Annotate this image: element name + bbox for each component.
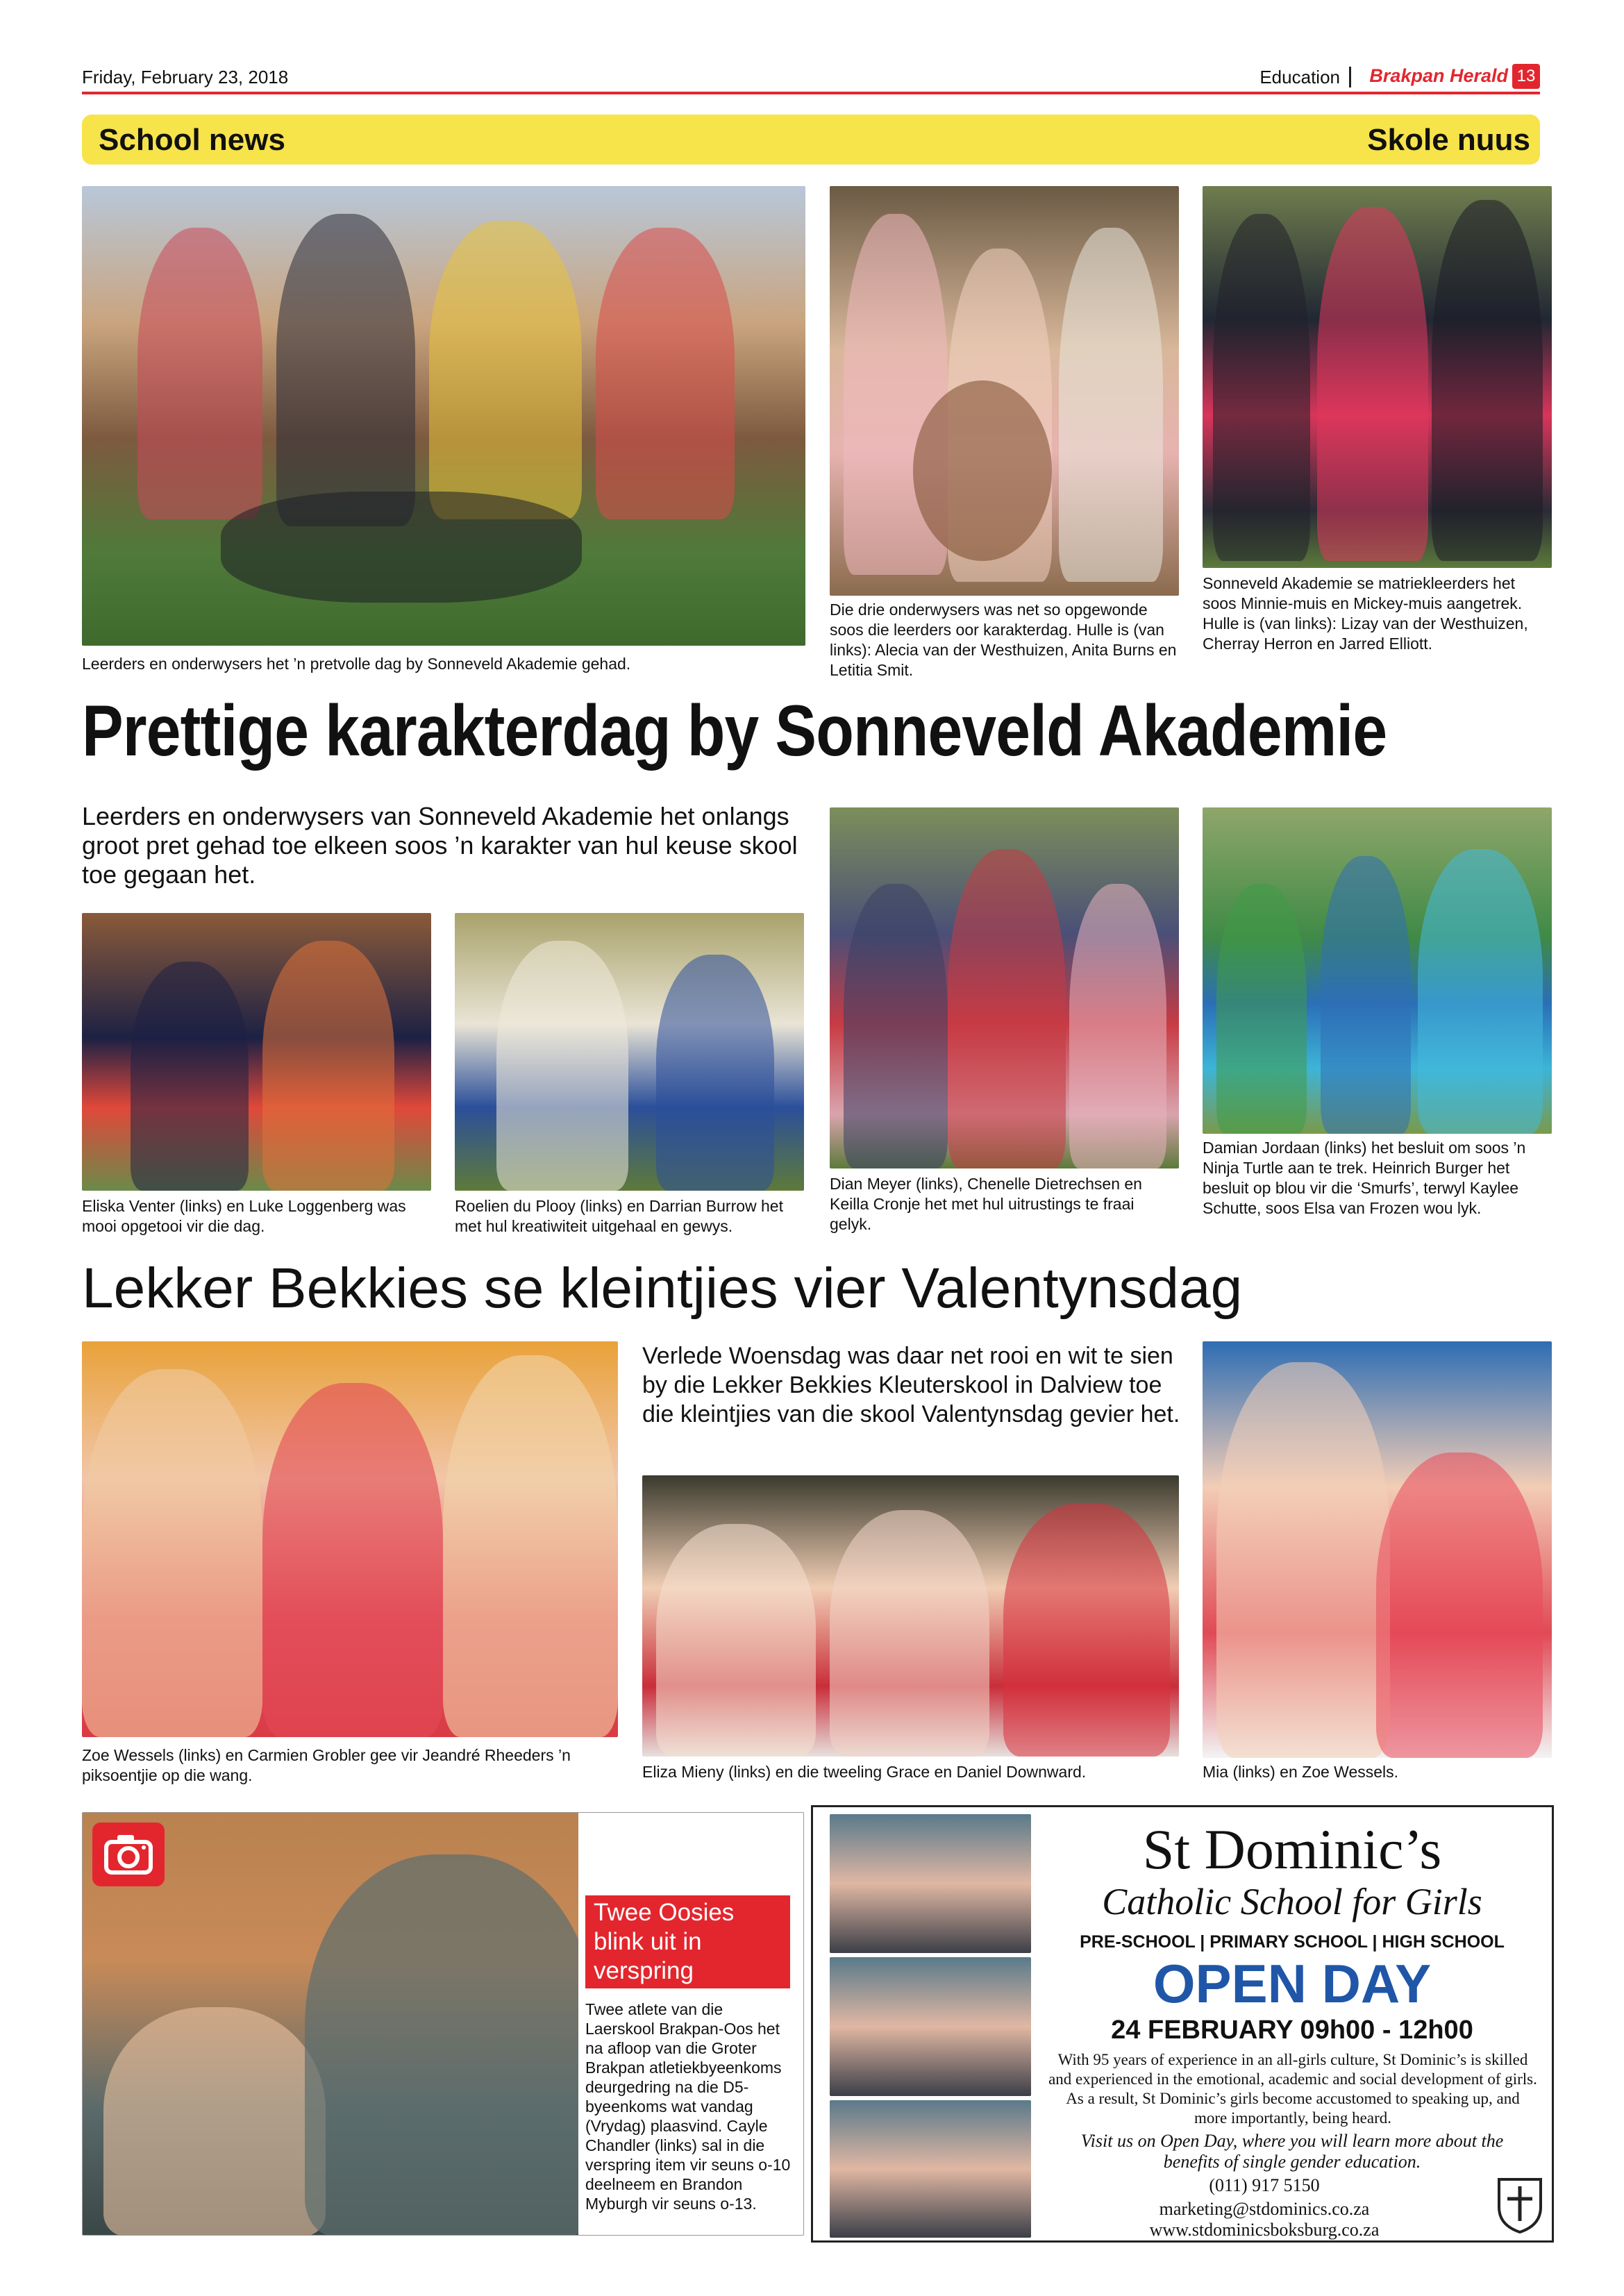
caption-dian: Dian Meyer (links), Chenelle Dietrechsen en Keilla Cronje het met hul uitrustings te fraai gelyk.	[830, 1175, 1142, 1233]
caption-matric: Sonneveld Akademie se matriekleerders het soos Minnie-muis en Mickey-muis aangetrek. Hulle is (van links): Lizay van der Westhuizen, Cherray Herron en Jarred Elliott.	[1203, 574, 1528, 653]
ad-invite: Visit us on Open Day, where you will learn more about the benefits of single gender education.	[1080, 2131, 1504, 2172]
brief-heading: Twee Oosies blink uit in verspring	[585, 1895, 790, 1988]
ad-date: 24 FEBRUARY 09h00 - 12h00	[1111, 2016, 1473, 2045]
school-crest-icon	[1495, 2175, 1545, 2235]
caption-mia: Mia (links) en Zoe Wessels.	[1203, 1763, 1399, 1781]
ad-body: With 95 years of experience in an all-girls culture, St Dominic’s is skilled and experienced in the emotional, academic and social development of girls. As a result, St Dominic’s girls become accustomed to speaking up, and more importantly, being heard.	[1048, 2051, 1537, 2127]
photo-zoe-carmien	[82, 1341, 618, 1737]
header-section: Education	[1259, 67, 1340, 87]
page-header	[82, 64, 1540, 94]
photo-mia	[1203, 1341, 1552, 1758]
header-date: Friday, February 23, 2018	[82, 67, 289, 87]
ad-photo-1	[830, 1814, 1031, 1953]
ad-name: St Dominic’s	[1142, 1818, 1442, 1881]
header-rule	[82, 92, 1540, 94]
caption-eliska: Eliska Venter (links) en Luke Loggenberg was mooi opgetooi vir die dag.	[82, 1197, 406, 1235]
header-divider	[1349, 67, 1351, 87]
photo-damian	[1203, 807, 1552, 1134]
camera-icon	[92, 1822, 165, 1886]
ad-phone: (011) 917 5150	[1209, 2175, 1320, 2195]
brief-body: Twee atlete van die Laerskool Brakpan-Oos het na afloop van die Groter Brakpan atletiekbyeenkoms deurgedring na die D5-byeenkoms wat vandag (Vrydag) plaasvind. Cayle Chandler (links) sal in die verspring item vir seuns o-10 deelneem en Brandon Myburgh vir seuns o-13.	[585, 2000, 791, 2213]
header-paper: Brakpan Herald	[1369, 65, 1508, 86]
ad-website[interactable]: www.stdominicsboksburg.co.za	[1149, 2220, 1380, 2240]
caption-group: Leerders en onderwysers het ’n pretvolle dag by Sonneveld Akademie gehad.	[82, 655, 631, 673]
photo-group	[82, 186, 805, 646]
photo-teachers	[830, 186, 1179, 596]
camera-badge	[92, 1822, 165, 1886]
photo-matric	[1203, 186, 1552, 568]
ad-photos	[830, 1814, 1031, 2238]
ad-subtitle: Catholic School for Girls	[1102, 1881, 1482, 1922]
photo-eliza	[642, 1475, 1179, 1757]
headline-karakterdag: Prettige karakterdag by Sonneveld Akademie	[82, 691, 1387, 771]
ad-photo-3	[830, 2100, 1031, 2238]
photo-dian	[830, 807, 1179, 1168]
photo-eliska	[82, 913, 431, 1191]
headline-valentynsdag: Lekker Bekkies se kleintjies vier Valentynsdag	[82, 1257, 1243, 1320]
ad-levels: PRE-SCHOOL | PRIMARY SCHOOL | HIGH SCHOOL	[1080, 1932, 1505, 1952]
caption-roelien: Roelien du Plooy (links) en Darrian Burrow het met hul kreatiwiteit uitgehaal en gewys.	[455, 1197, 783, 1235]
caption-zoe-carmien: Zoe Wessels (links) en Carmien Grobler gee vir Jeandré Rheeders ’n piksoentjie op die wang.	[82, 1746, 571, 1784]
section-banner	[82, 115, 1540, 165]
ad-st-dominics	[811, 1805, 1554, 2243]
intro-valentynsdag: Verlede Woensdag was daar net rooi en wit te sien by die Lekker Bekkies Kleuterskool in Dalview toe die kleintjies van die skool Valentynsdag gevier het.	[642, 1343, 1180, 1427]
photo-roelien	[455, 913, 804, 1191]
banner-left-label: School news	[99, 123, 285, 157]
intro-karakterdag: Leerders en onderwysers van Sonneveld Akademie het onlangs groot pret gehad toe elkeen soos ’n karakter van hul keuse skool toe gegaan het.	[82, 802, 798, 889]
ad-email[interactable]: marketing@stdominics.co.za	[1159, 2199, 1370, 2219]
page-number: 13	[1512, 64, 1540, 89]
ad-event: OPEN DAY	[1153, 1953, 1432, 2014]
ad-photo-2	[830, 1957, 1031, 2096]
caption-teachers: Die drie onderwysers was net so opgewonde soos die leerders oor karakterdag. Hulle is (van links): Alecia van der Westhuizen, Anita Burns en Letitia Smit.	[830, 601, 1177, 679]
banner-right-label: Skole nuus	[1367, 123, 1530, 157]
caption-eliza: Eliza Mieny (links) en die tweeling Grace en Daniel Downward.	[642, 1763, 1087, 1781]
caption-damian: Damian Jordaan (links) het besluit om soos ’n Ninja Turtle aan te trek. Heinrich Burger het besluit op blou vir die ‘Smurfs’, terwyl Kaylee Schutte, soos Elsa van Frozen wou lyk.	[1203, 1139, 1526, 1217]
